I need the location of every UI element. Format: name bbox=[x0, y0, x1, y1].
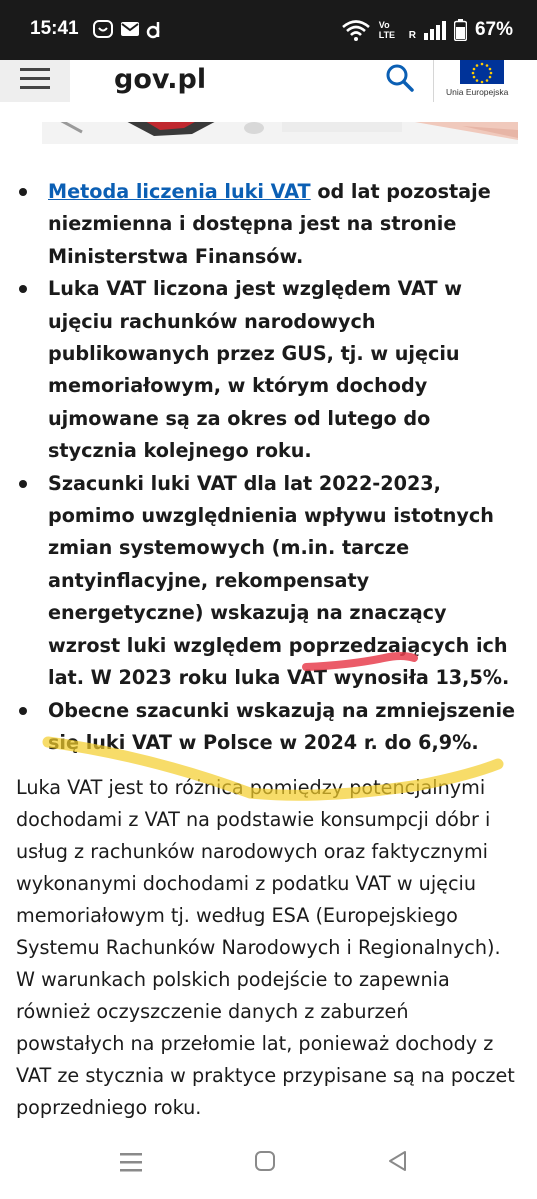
clock: 15:41 bbox=[30, 18, 79, 39]
body-paragraph: Luka VAT jest to różnica pomiędzy potencjalnymi dochodami z VAT na podstawie konsumpcji dóbr i usług z rachunków narodowych oraz faktycznymi wykonanymi dochodami z podatku VAT w ujęciu memoriałowym tj. według ESA (Europejskiego Systemu Rachunków Narodowych i Regionalnych). W warunkach polskich podejście to zapewnia również oczyszczenie danych z zaburzeń powstałych na przełomie lat, ponieważ dochody z VAT ze stycznia w praktyce przypisane są na poczet poprzedniego roku. bbox=[16, 776, 515, 1119]
list-item: Obecne szacunki wskazują na zmniejszenie się luki VAT w Polsce w 2024 r. do 6,9%. bbox=[0, 695, 537, 760]
signal-icon bbox=[424, 20, 446, 40]
list-item bbox=[0, 176, 537, 273]
list-item-text: od lat pozostaje niezmienna i dostępna jest na stronie Ministerstwa Finansów. bbox=[48, 180, 491, 268]
home-icon[interactable] bbox=[254, 1150, 276, 1172]
volte-label: Vo LTE bbox=[378, 20, 396, 40]
menu-button[interactable] bbox=[0, 60, 70, 102]
list-item: Luka VAT liczona jest względem VAT w ujęciu rachunków narodowych publikowanych przez GUS, tj. w ujęciu memoriałowym, w którym dochody ujmowane są za okres od lutego do stycznia kolejnego roku. bbox=[0, 273, 537, 467]
status-bar bbox=[0, 0, 537, 60]
eu-flag-icon bbox=[446, 60, 522, 86]
header-divider bbox=[433, 60, 434, 102]
mail-icon bbox=[121, 22, 139, 36]
battery-icon bbox=[454, 19, 467, 41]
site-header bbox=[0, 60, 537, 122]
gov-pl-logo[interactable]: gov.pl bbox=[114, 64, 207, 95]
key-facts-list bbox=[0, 176, 537, 759]
eu-label: Unia Europejska bbox=[446, 87, 509, 97]
hamburger-icon bbox=[0, 60, 70, 102]
roaming-label: R bbox=[408, 29, 416, 41]
app-d-icon bbox=[148, 22, 158, 37]
recent-apps-icon[interactable] bbox=[118, 1151, 144, 1173]
article-content bbox=[0, 176, 537, 759]
wifi-icon bbox=[341, 18, 371, 42]
back-icon[interactable] bbox=[386, 1149, 408, 1173]
notification-icons bbox=[93, 20, 173, 40]
method-link[interactable]: Metoda liczenia luki VAT bbox=[48, 180, 311, 203]
battery-percent: 67% bbox=[474, 19, 513, 40]
navigation-bar bbox=[0, 1127, 537, 1199]
list-item: Szacunki luki VAT dla lat 2022-2023, pomimo uwzględnienia wpływu istotnych zmian systemowych (m.in. tarcze antyinflacyjne, rekompensaty energetyczne) wskazują na znaczący wzrost luki względem poprzedzających ich lat. W 2023 roku luka VAT wynosiła 13,5%. bbox=[0, 468, 537, 695]
search-icon[interactable] bbox=[384, 62, 416, 94]
messenger-icon bbox=[94, 21, 112, 37]
article-image bbox=[42, 122, 518, 144]
